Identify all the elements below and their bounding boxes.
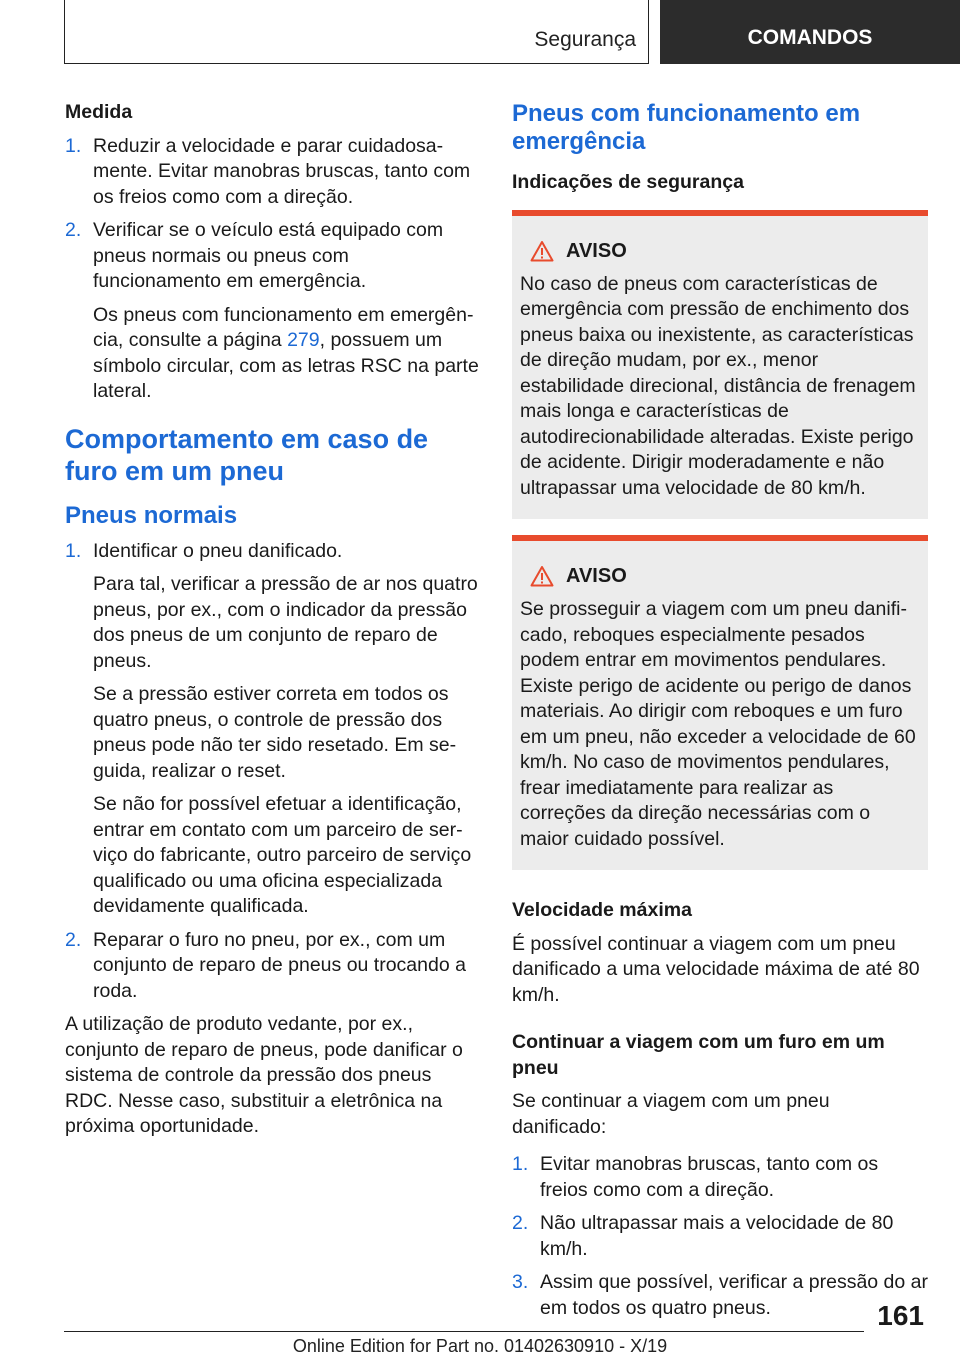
list-text: Verificar se o veículo está equipado com pneus normais ou pneus com funcionamento em emergência. bbox=[93, 219, 444, 292]
list-number: 1. bbox=[65, 539, 82, 562]
list-continuation: Se a pressão estiver correta em todos os quatro pneus, o controle de pressão dos pneus pode não ter sido resetado. Em seguida, realizar o reset. bbox=[93, 683, 457, 782]
list-number: 1. bbox=[512, 1153, 529, 1175]
list-item bbox=[512, 1152, 928, 1203]
list-text: Evitar manobras bruscas, tanto com os freios como com a direção. bbox=[540, 1153, 879, 1201]
header-section-title: Segurança bbox=[534, 28, 636, 51]
continue-intro: Se continuar a viagem com um pneu danificado: bbox=[512, 1090, 830, 1138]
list-text: Identificar o pneu danificado. bbox=[93, 539, 343, 562]
max-speed-text: É possível continuar a viagem com um pneu danificado a uma velocidade máxima de até 80 km/h. bbox=[512, 932, 920, 1006]
warning-box bbox=[512, 535, 928, 870]
list-text: Reparar o furo no pneu, por ex., com um conjunto de reparo de pneus ou trocando a roda. bbox=[93, 928, 466, 1002]
footer-edition: Online Edition for Part no. 01402630910 - X/19 bbox=[292, 1336, 668, 1356]
list-text: Assim que possível, verificar a pressão do ar em todos os quatro pneus. bbox=[540, 1271, 929, 1319]
warning-text: No caso de pneus com características de emergência com pressão de enchimento dos pneus baixa ou inexistente, as características de direção mudam, por ex., menor estabilidade direcional, distância de frenagem mais longa e características de autodirecionabilidade alteradas. Existe perigo de acidente. Dirigir moderadamente e não ultrapassar uma velocidade de 80 km/h. bbox=[520, 272, 916, 499]
warning-box bbox=[512, 210, 928, 520]
warning-title bbox=[530, 563, 920, 589]
continuation-text-a: Os pneus com funcionamento em emergência, consulte a página bbox=[93, 303, 474, 351]
list-text: Não ultrapassar mais a velocidade de 80 km/h. bbox=[540, 1212, 894, 1260]
left-column bbox=[65, 100, 480, 1148]
list-number: 2. bbox=[65, 928, 82, 951]
continuation-text-b: , possuem um símbolo circular, com as letras RSC na parte lateral. bbox=[93, 329, 479, 402]
warning-title-text: AVISO bbox=[566, 239, 627, 262]
runflat-heading: Pneus com funcionamento em emergência bbox=[512, 100, 861, 155]
sealant-note: A utilização de produto vedante, por ex., conjunto de reparo de pneus, pode danificar o sistema de controle da pressão dos pneus RDC. Nesse caso, substituir a eletrônica na próxima oportunidade. bbox=[65, 1013, 463, 1137]
list-item bbox=[65, 539, 480, 565]
warning-triangle-icon bbox=[530, 565, 554, 587]
warning-text: Se prosseguir a viagem com um pneu danificado, reboques especialmente pesados podem entrar em movimentos pendulares. Existe perigo de acidente ou perigo de danos materiais. Ao dirigir com reboques e um furo em um pneu, não exceder a velocidade de 60 km/h. No caso de movimentos pendulares, frear imediatamente para realizar as correções da direção necessárias com o maior cuidado possível. bbox=[520, 598, 916, 850]
list-continuation: Para tal, verificar a pressão de ar nos quatro pneus, por ex., com o indicador da pressão dos pneus de um conjunto de reparo de pneus. bbox=[93, 573, 478, 672]
behavior-heading: Comportamento em caso de furo em um pneu bbox=[65, 423, 429, 486]
list-number: 3. bbox=[512, 1271, 529, 1293]
header-section-box bbox=[64, 0, 649, 64]
list-number: 2. bbox=[65, 219, 82, 241]
list-item bbox=[65, 134, 480, 211]
right-column bbox=[512, 100, 928, 1329]
footer-divider bbox=[64, 1331, 864, 1332]
list-item bbox=[65, 218, 480, 295]
list-number: 1. bbox=[65, 134, 82, 157]
list-item bbox=[512, 1270, 928, 1321]
list-text: Reduzir a velocidade e parar cuidadosamente. Evitar manobras bruscas, tanto com os freios como com a direção. bbox=[93, 134, 471, 208]
max-speed-heading: Velocidade máxima bbox=[512, 899, 692, 921]
list-continuation bbox=[65, 303, 480, 405]
list-item bbox=[65, 928, 480, 1005]
header-chapter-tab: COMANDOS bbox=[660, 0, 960, 64]
warning-triangle-icon bbox=[530, 240, 554, 262]
safety-heading: Indicações de segurança bbox=[512, 171, 744, 193]
list-number: 2. bbox=[512, 1212, 529, 1234]
measure-heading: Medida bbox=[65, 101, 133, 123]
list-continuation: Se não for possível efetuar a identificação, entrar em contato com um parceiro de serviço do fabricante, outro parceiro de serviço qualificado ou uma oficina especializada devidamente qualificada. bbox=[93, 793, 472, 917]
page-number: 161 bbox=[877, 1300, 924, 1331]
list-item bbox=[512, 1211, 928, 1262]
normal-tires-heading: Pneus normais bbox=[65, 501, 238, 529]
continue-heading: Continuar a viagem com um furo em um pneu bbox=[512, 1031, 885, 1079]
warning-title-text: AVISO bbox=[566, 565, 627, 587]
warning-title bbox=[530, 238, 920, 264]
page-reference-link[interactable]: 279 bbox=[287, 329, 320, 351]
